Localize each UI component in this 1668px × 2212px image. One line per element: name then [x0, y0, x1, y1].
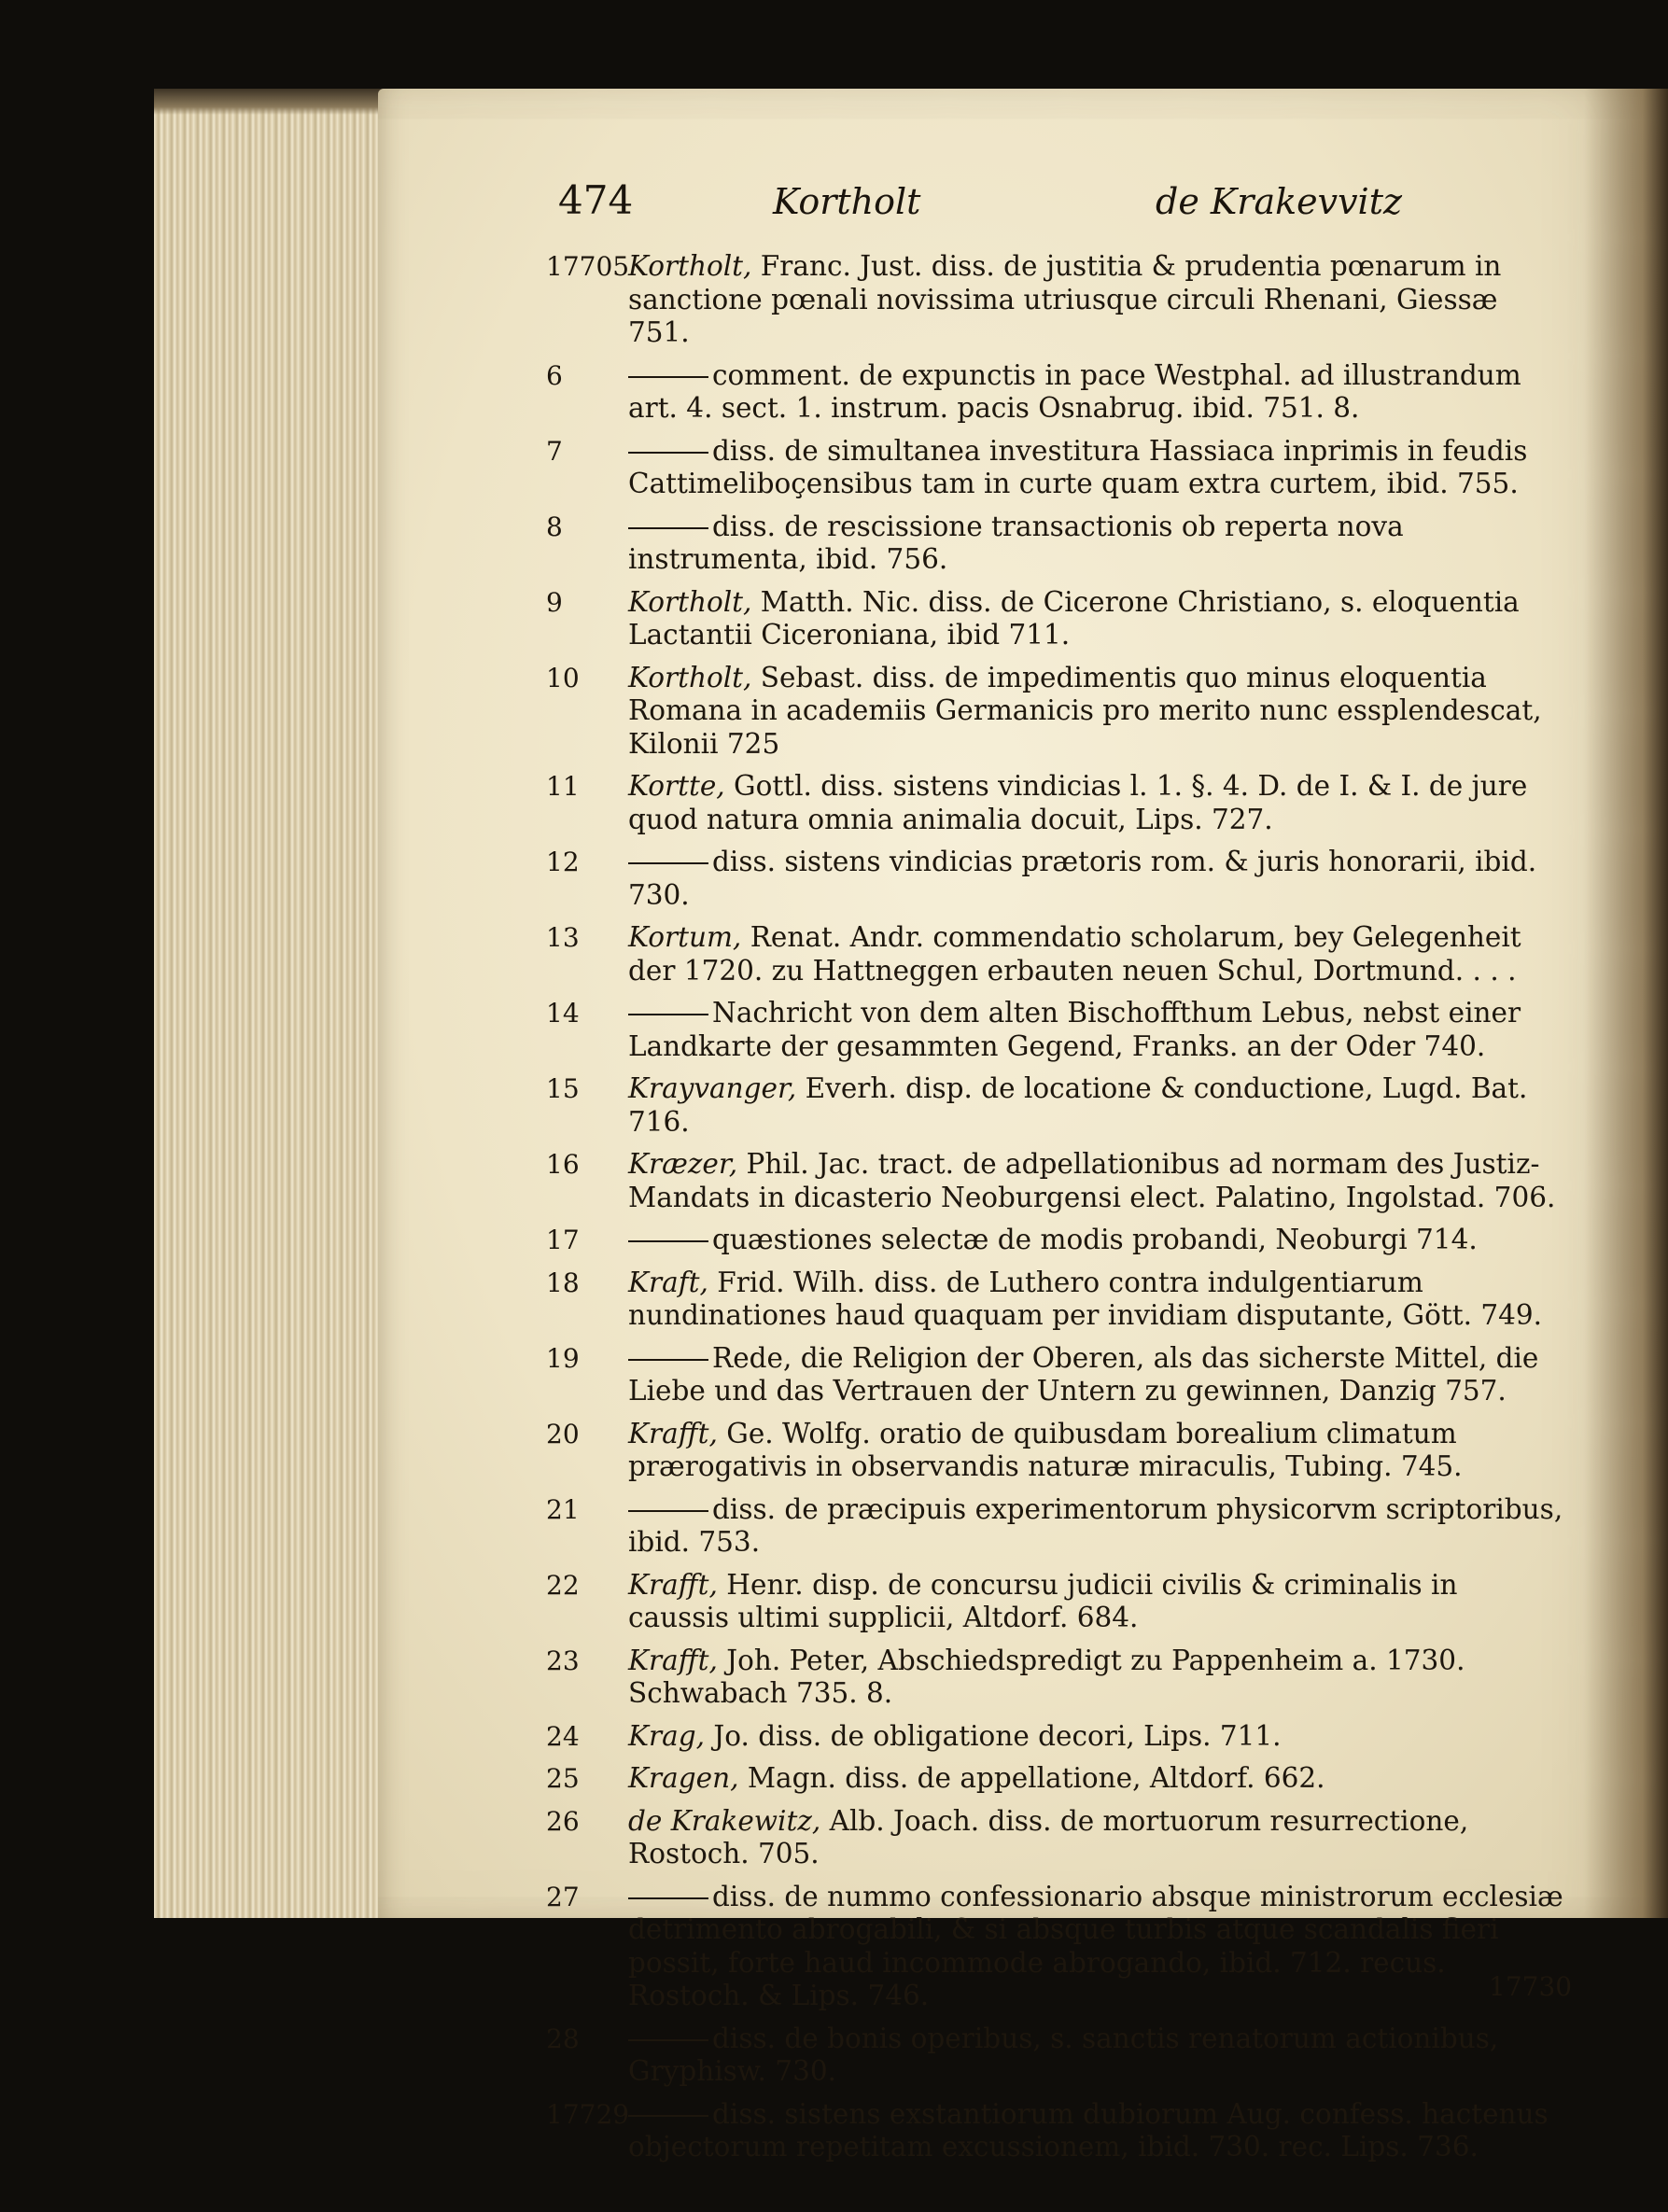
entry-text — [628, 662, 1563, 762]
entry-text — [628, 511, 1563, 577]
entry-number: 18 — [546, 1267, 580, 1298]
entry-description: diss. sistens vindicias prætoris rom. & juris honorarii, ibid. 730. — [628, 846, 1537, 911]
entry-author: Krafft, — [628, 1568, 718, 1601]
entry-number: 7 — [546, 435, 563, 467]
bibliography-list — [546, 250, 1563, 2174]
entry-description: Magn. diss. de appellatione, Altdorf. 662. — [747, 1762, 1325, 1794]
entry-text — [628, 1418, 1563, 1484]
entry-number: 21 — [546, 1493, 580, 1525]
ditto-dash — [628, 1359, 708, 1361]
catchword: 17730 — [1489, 1971, 1573, 2002]
ditto-dash — [628, 1897, 708, 1899]
ditto-dash — [628, 1510, 708, 1512]
entry-number: 22 — [546, 1569, 580, 1601]
ditto-dash — [628, 2115, 708, 2117]
list-item — [546, 1805, 1563, 1871]
entry-number: 25 — [546, 1763, 580, 1794]
entry-text — [628, 1762, 1563, 1796]
entry-number: 20 — [546, 1418, 580, 1449]
entry-number: 28 — [546, 2023, 580, 2054]
entry-author: Kortte, — [628, 770, 725, 802]
entry-text — [628, 435, 1563, 501]
ditto-dash — [628, 862, 708, 864]
entry-description: diss. sistens exstantiorum dubiorum Aug. confess. hactenus objectorum repetitam excussionem, ibid. 730. rec. Lips. 736. — [628, 2097, 1549, 2163]
list-item — [546, 1569, 1563, 1635]
entry-text — [628, 1493, 1563, 1560]
list-item — [546, 1224, 1563, 1257]
entry-description: Henr. disp. de concursu judicii civilis & criminalis in caussis ultimi supplicii, Altdorf. 684. — [628, 1568, 1458, 1633]
entry-number: 17 — [546, 1225, 580, 1255]
entry-text — [628, 770, 1563, 836]
entry-description: comment. de expunctis in pace Westphal. ad illustrandum art. 4. sect. 1. instrum. pacis Osnabrug. ibid. 751. 8. — [628, 358, 1521, 424]
entry-author: Krafft, — [628, 1644, 718, 1676]
entry-text — [628, 1805, 1563, 1871]
entry-number: 16 — [546, 1149, 580, 1180]
list-item — [546, 2023, 1563, 2089]
list-item — [546, 435, 1563, 501]
entry-text — [628, 1881, 1563, 2013]
entry-text — [628, 359, 1563, 426]
page-edges — [154, 89, 392, 1918]
entry-text — [628, 1645, 1563, 1711]
entry-number: 27 — [546, 1881, 580, 1912]
list-item — [546, 1342, 1563, 1408]
list-item — [546, 1148, 1563, 1214]
ditto-dash — [628, 527, 708, 529]
entry-description: diss. de præcipuis experimentorum physicorvm scriptoribus, ibid. 753. — [628, 1492, 1563, 1558]
entry-text — [628, 1569, 1563, 1635]
page-gutter — [1584, 89, 1668, 1918]
entry-description: diss. de bonis operibus, s. sanctis renatorum actionibus, Gryphisw. 730. — [628, 2022, 1499, 2087]
running-title-right: de Krakevvitz — [1156, 181, 1402, 222]
entry-text — [628, 250, 1563, 350]
entry-author: Kortholt, — [628, 250, 752, 282]
entry-text — [628, 1267, 1563, 1333]
entry-description: quæstiones selectæ de modis probandi, Neoburgi 714. — [712, 1224, 1478, 1255]
entry-number: 9 — [546, 586, 563, 618]
ditto-dash — [628, 1014, 708, 1015]
ditto-dash — [628, 1240, 708, 1242]
page-number: 474 — [558, 177, 634, 223]
list-item — [546, 1720, 1563, 1754]
entry-author: Kortum, — [628, 921, 742, 953]
entry-description: Gottl. diss. sistens vindicias l. 1. §. 4. D. de I. & I. de jure quod natura omnia animalia docuit, Lips. 727. — [628, 770, 1528, 835]
list-item — [546, 1762, 1563, 1796]
entry-number: 6 — [546, 359, 563, 391]
entry-author: Kragen, — [628, 1762, 739, 1794]
list-item — [546, 921, 1563, 987]
list-item — [546, 846, 1563, 912]
entry-number: 8 — [546, 511, 563, 542]
list-item — [546, 1072, 1563, 1139]
entry-number: 17705 — [546, 251, 630, 282]
entry-number: 13 — [546, 922, 580, 953]
entry-text — [628, 1720, 1563, 1754]
entry-description: Joh. Peter, Abschiedspredigt zu Pappenheim a. 1730. Schwabach 735. 8. — [628, 1644, 1465, 1709]
entry-description: Sebast. diss. de impedimentis quo minus eloquentia Romana in academiis Germanicis pro merito nunc essplendescat, Kilonii 725 — [628, 661, 1542, 760]
entry-text — [628, 586, 1563, 652]
entry-author: Krayvanger, — [628, 1072, 797, 1104]
list-item — [546, 997, 1563, 1063]
entry-author: Krafft, — [628, 1417, 718, 1449]
entry-description: Nachricht von dem alten Bischoffthum Lebus, nebst einer Landkarte der gesammten Gegend, Franks. an der Oder 740. — [628, 997, 1521, 1062]
entry-text — [628, 2023, 1563, 2089]
entry-number: 26 — [546, 1805, 580, 1837]
entry-author: Kortholt, — [628, 661, 752, 693]
entry-description: Ge. Wolfg. oratio de quibusdam borealium climatum prærogativis in observandis naturæ miraculis, Tubing. 745. — [628, 1417, 1463, 1482]
list-item — [546, 2098, 1563, 2164]
entry-number: 24 — [546, 1720, 580, 1752]
entry-author: Kraft, — [628, 1266, 708, 1298]
entry-description: Renat. Andr. commendatio scholarum, bey Gelegenheit der 1720. zu Hattneggen erbauten neuen Schul, Dortmund. . . . — [628, 921, 1521, 987]
list-item — [546, 511, 1563, 577]
entry-text — [628, 997, 1563, 1063]
entry-description: Everh. disp. de locatione & conductione, Lugd. Bat. 716. — [628, 1072, 1528, 1138]
entry-author: de Krakewitz, — [628, 1804, 821, 1837]
list-item — [546, 250, 1563, 350]
entry-description: Franc. Just. diss. de justitia & prudentia pœnarum in sanctione pœnali novissima utriusque circuli Rhenani, Giessæ 751. — [628, 250, 1502, 348]
entry-description: Alb. Joach. diss. de mortuorum resurrectione, Rostoch. 705. — [628, 1804, 1469, 1869]
entry-number: 23 — [546, 1645, 580, 1676]
ditto-dash — [628, 2039, 708, 2041]
running-title-center: Kortholt — [773, 181, 921, 222]
entry-text — [628, 2098, 1563, 2164]
entry-number: 19 — [546, 1342, 580, 1374]
entry-author: Krag, — [628, 1719, 705, 1752]
entry-description: Rede, die Religion der Oberen, als das sicherste Mittel, die Liebe und das Vertrauen der Untern zu gewinnen, Danzig 757. — [628, 1341, 1539, 1407]
list-item — [546, 1645, 1563, 1711]
entry-description: diss. de rescissione transactionis ob reperta nova instrumenta, ibid. 756. — [628, 510, 1404, 575]
entry-description: Phil. Jac. tract. de adpellationibus ad normam des Justiz-Mandats in dicasterio Neoburgensi elect. Palatino, Ingolstad. 706. — [628, 1148, 1556, 1213]
entry-number: 15 — [546, 1073, 580, 1104]
entry-text — [628, 1072, 1563, 1139]
entry-author: Kortholt, — [628, 585, 752, 618]
entry-text — [628, 1342, 1563, 1408]
list-item — [546, 770, 1563, 836]
list-item — [546, 1881, 1563, 2013]
entry-description: Frid. Wilh. diss. de Luthero contra indulgentiarum nundinationes haud quaquam per invidiam disputante, Gött. 749. — [628, 1266, 1543, 1331]
entry-number: 11 — [546, 771, 580, 802]
list-item — [546, 586, 1563, 652]
entry-text — [628, 846, 1563, 912]
entry-text — [628, 1148, 1563, 1214]
entry-number: 10 — [546, 662, 580, 693]
list-item — [546, 662, 1563, 762]
entry-number: 17729 — [546, 2098, 630, 2130]
entry-description: diss. de nummo confessionario absque ministrorum ecclesiæ detrimento abrogabili, & si absque turbis atque scandalis fieri possit, forte haud incommode abrogando, ibid. 712. recus. Rostoch. & Lips. 746. — [628, 1880, 1563, 2011]
list-item — [546, 1418, 1563, 1484]
entry-number: 12 — [546, 847, 580, 877]
ditto-dash — [628, 452, 708, 454]
entry-description: diss. de simultanea investitura Hassiaca inprimis in feudis Cattimeliboçensibus tam in curte quam extra curtem, ibid. 755. — [628, 434, 1528, 499]
list-item — [546, 1267, 1563, 1333]
ditto-dash — [628, 376, 708, 378]
list-item — [546, 1493, 1563, 1560]
entry-description: Matth. Nic. diss. de Cicerone Christiano, s. eloquentia Lactantii Ciceroniana, ibid 711. — [628, 585, 1520, 651]
entry-author: Kræzer, — [628, 1148, 738, 1180]
entry-description: Jo. diss. de obligatione decori, Lips. 711. — [713, 1719, 1282, 1752]
entry-text — [628, 921, 1563, 987]
entry-number: 14 — [546, 998, 580, 1029]
running-head — [558, 177, 1492, 233]
list-item — [546, 359, 1563, 426]
entry-text — [628, 1224, 1563, 1257]
